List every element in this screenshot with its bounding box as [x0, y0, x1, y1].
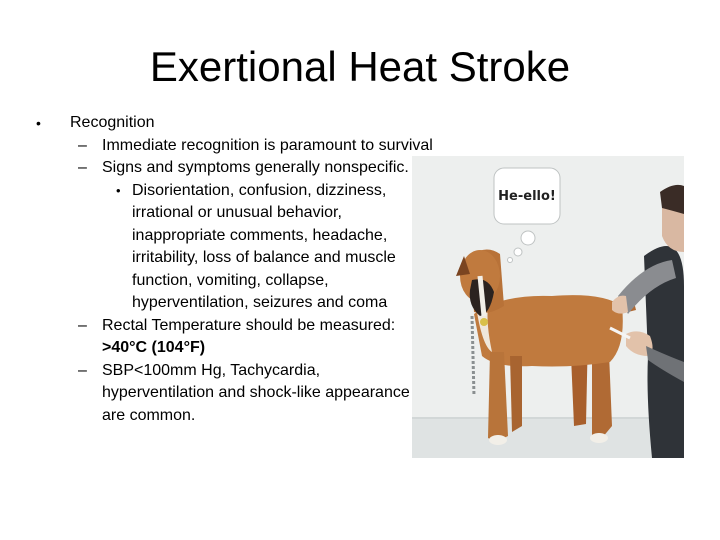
photo-illustration	[412, 156, 684, 458]
subbullet-text: SBP<100mm Hg, Tachycardia, hyperventilation and shock-like appearance are common.	[102, 361, 410, 424]
dog-temperature-photo	[412, 156, 684, 458]
slide-title: Exertional Heat Stroke	[149, 43, 571, 90]
subbullet-rectal-temperature	[36, 315, 436, 360]
speech-bubble-text: He-ello!	[498, 189, 556, 204]
dash-marker: –	[78, 136, 87, 154]
subsubbullet-symptom-list	[36, 180, 436, 315]
slide-body	[36, 112, 436, 427]
subbullet-text: Immediate recognition is paramount to survival	[102, 136, 433, 154]
dash-marker: –	[78, 159, 87, 176]
subbullet-text: Rectal Temperature should be measured:	[102, 316, 396, 334]
bullet-marker: •	[36, 115, 41, 131]
bullet-marker: •	[116, 182, 121, 198]
dash-marker: –	[78, 316, 87, 334]
temperature-threshold: >40°C (104°F)	[102, 339, 206, 356]
subbullet-sbp	[36, 360, 436, 428]
bullet-text: Recognition	[70, 114, 155, 131]
subbullet-signs	[36, 157, 436, 180]
subsubbullet-text: Disorientation, confusion, dizziness, irrational or unusual behavior, inappropriate comments, headache, irritability, loss of balance and muscle function, vomiting, collapse, hyperventilation, seizures and coma	[132, 181, 396, 311]
bullet-recognition	[36, 112, 436, 135]
subbullet-text: Signs and symptoms generally nonspecific.	[102, 159, 409, 176]
dash-marker: –	[78, 361, 87, 379]
subbullet-immediate-recognition	[36, 135, 436, 158]
